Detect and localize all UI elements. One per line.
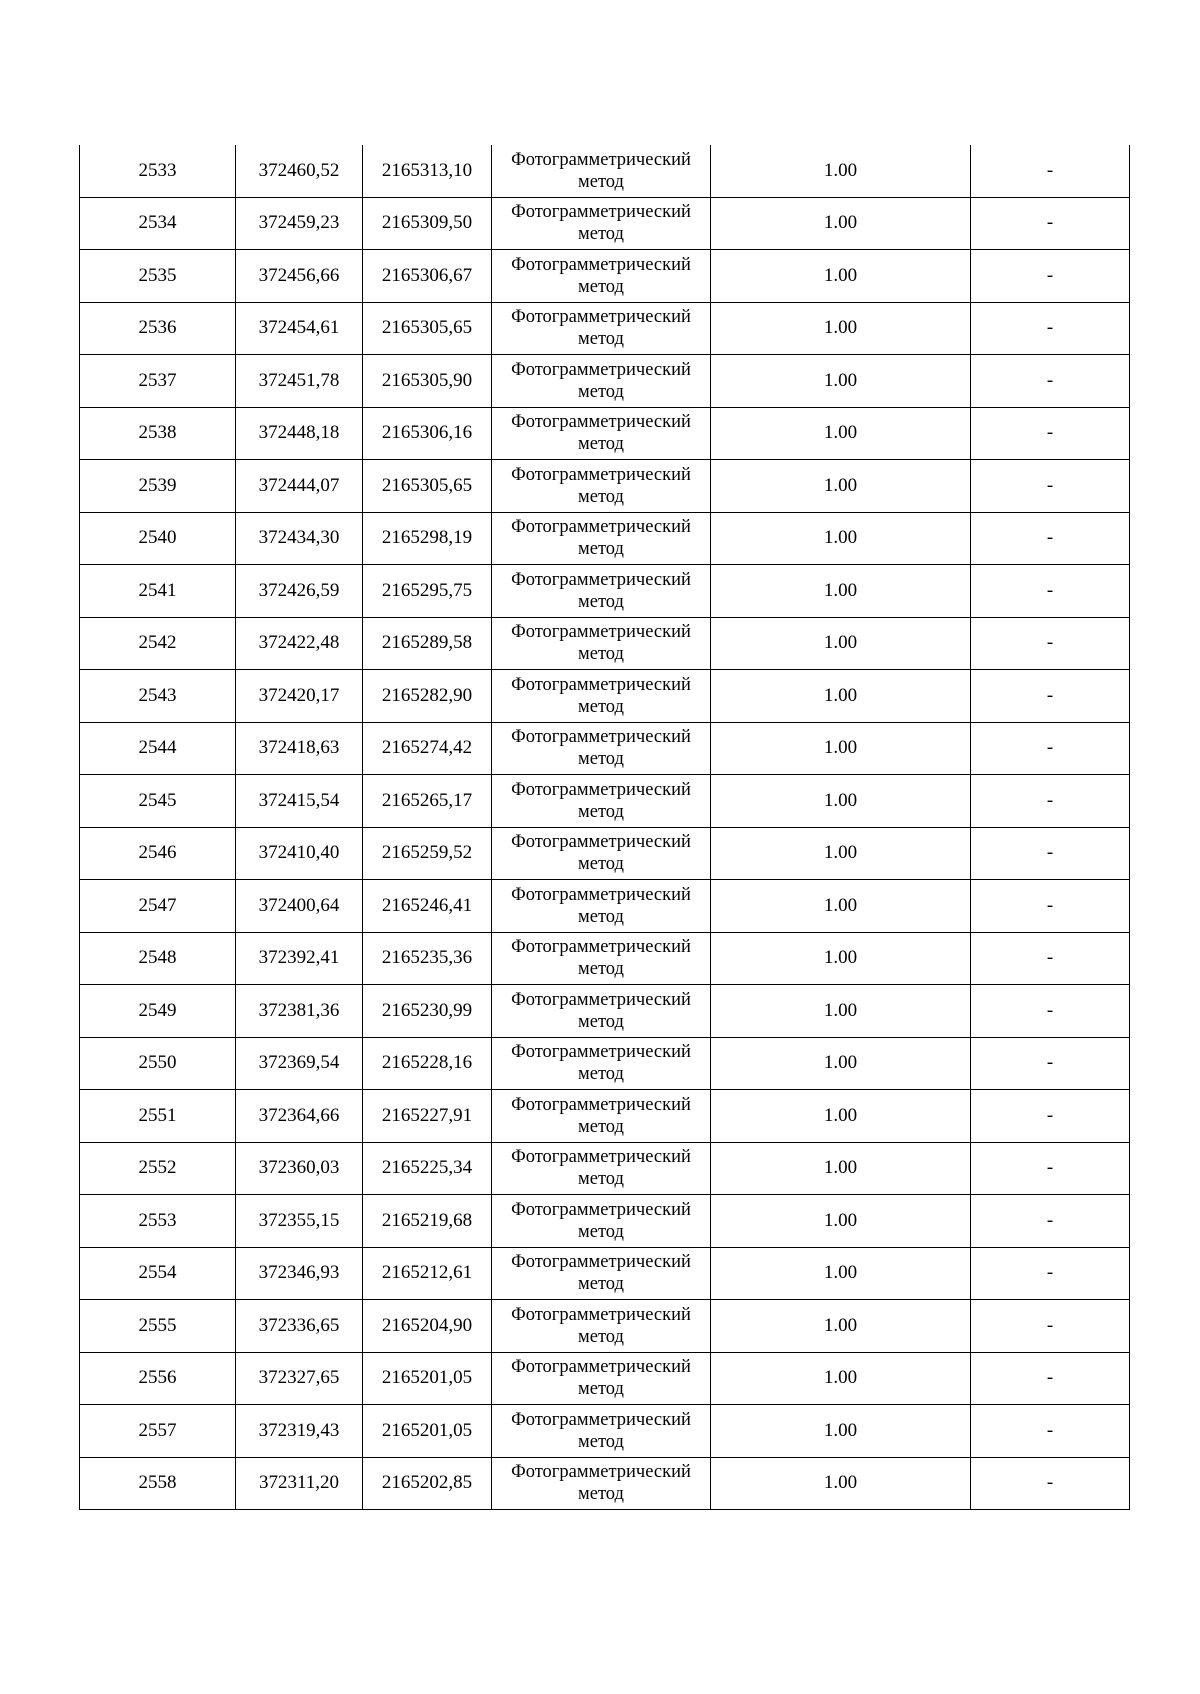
table-row xyxy=(80,1405,1130,1458)
y-coordinate-cell: 2165202,85 xyxy=(363,1457,492,1510)
accuracy-cell: 1.00 xyxy=(711,512,971,565)
point-number-cell: 2558 xyxy=(80,1457,236,1510)
method-line-1: Фотограмметрический xyxy=(511,1094,691,1115)
note-cell: - xyxy=(971,565,1130,618)
table-row xyxy=(80,565,1130,618)
accuracy-cell: 1.00 xyxy=(711,145,971,197)
method-cell xyxy=(492,617,711,670)
x-coordinate-cell: 372381,36 xyxy=(236,985,363,1038)
method-line-2: метод xyxy=(578,381,624,402)
method-line-1: Фотограмметрический xyxy=(511,1252,691,1273)
table-row xyxy=(80,145,1130,197)
table-row xyxy=(80,722,1130,775)
accuracy-cell: 1.00 xyxy=(711,827,971,880)
method-line-1: Фотограмметрический xyxy=(511,1462,691,1483)
x-coordinate-cell: 372454,61 xyxy=(236,302,363,355)
method-cell xyxy=(492,355,711,408)
method-line-2: метод xyxy=(578,1274,624,1295)
method-line-2: метод xyxy=(578,1379,624,1400)
method-line-1: Фотограмметрический xyxy=(511,254,691,275)
method-line-2: метод xyxy=(578,1484,624,1505)
method-cell xyxy=(492,775,711,828)
x-coordinate-cell: 372369,54 xyxy=(236,1037,363,1090)
note-cell: - xyxy=(971,670,1130,723)
note-cell: - xyxy=(971,250,1130,303)
note-cell: - xyxy=(971,1195,1130,1248)
point-number-cell: 2536 xyxy=(80,302,236,355)
method-cell xyxy=(492,932,711,985)
x-coordinate-cell: 372444,07 xyxy=(236,460,363,513)
y-coordinate-cell: 2165259,52 xyxy=(363,827,492,880)
method-cell xyxy=(492,827,711,880)
method-line-1: Фотограмметрический xyxy=(511,727,691,748)
point-number-cell: 2542 xyxy=(80,617,236,670)
table-row xyxy=(80,1195,1130,1248)
accuracy-cell: 1.00 xyxy=(711,355,971,408)
accuracy-cell: 1.00 xyxy=(711,775,971,828)
y-coordinate-cell: 2165201,05 xyxy=(363,1352,492,1405)
note-cell: - xyxy=(971,512,1130,565)
method-cell xyxy=(492,197,711,250)
point-number-cell: 2537 xyxy=(80,355,236,408)
method-line-1: Фотограмметрический xyxy=(511,1409,691,1430)
method-line-2: метод xyxy=(578,696,624,717)
y-coordinate-cell: 2165309,50 xyxy=(363,197,492,250)
point-number-cell: 2555 xyxy=(80,1300,236,1353)
table-row xyxy=(80,775,1130,828)
method-line-1: Фотограмметрический xyxy=(511,464,691,485)
method-line-1: Фотограмметрический xyxy=(511,674,691,695)
note-cell: - xyxy=(971,932,1130,985)
y-coordinate-cell: 2165227,91 xyxy=(363,1090,492,1143)
method-line-1: Фотограмметрический xyxy=(511,412,691,433)
point-number-cell: 2551 xyxy=(80,1090,236,1143)
point-number-cell: 2539 xyxy=(80,460,236,513)
table-row xyxy=(80,827,1130,880)
y-coordinate-cell: 2165289,58 xyxy=(363,617,492,670)
point-number-cell: 2554 xyxy=(80,1247,236,1300)
x-coordinate-cell: 372355,15 xyxy=(236,1195,363,1248)
y-coordinate-cell: 2165313,10 xyxy=(363,145,492,197)
method-line-2: метод xyxy=(578,276,624,297)
accuracy-cell: 1.00 xyxy=(711,1352,971,1405)
accuracy-cell: 1.00 xyxy=(711,617,971,670)
point-number-cell: 2549 xyxy=(80,985,236,1038)
point-number-cell: 2540 xyxy=(80,512,236,565)
table-row xyxy=(80,1300,1130,1353)
method-line-1: Фотограмметрический xyxy=(511,1147,691,1168)
x-coordinate-cell: 372434,30 xyxy=(236,512,363,565)
method-cell xyxy=(492,1037,711,1090)
note-cell: - xyxy=(971,880,1130,933)
method-line-1: Фотограмметрический xyxy=(511,569,691,590)
method-cell xyxy=(492,1247,711,1300)
point-number-cell: 2550 xyxy=(80,1037,236,1090)
x-coordinate-cell: 372448,18 xyxy=(236,407,363,460)
table-row xyxy=(80,617,1130,670)
y-coordinate-cell: 2165235,36 xyxy=(363,932,492,985)
method-cell xyxy=(492,880,711,933)
method-cell xyxy=(492,1405,711,1458)
table-row xyxy=(80,302,1130,355)
x-coordinate-cell: 372415,54 xyxy=(236,775,363,828)
x-coordinate-cell: 372426,59 xyxy=(236,565,363,618)
method-line-2: метод xyxy=(578,591,624,612)
method-line-1: Фотограмметрический xyxy=(511,307,691,328)
y-coordinate-cell: 2165228,16 xyxy=(363,1037,492,1090)
method-line-2: метод xyxy=(578,854,624,875)
table-row xyxy=(80,250,1130,303)
method-line-2: метод xyxy=(578,1011,624,1032)
method-line-1: Фотограмметрический xyxy=(511,779,691,800)
x-coordinate-cell: 372422,48 xyxy=(236,617,363,670)
method-cell xyxy=(492,512,711,565)
y-coordinate-cell: 2165212,61 xyxy=(363,1247,492,1300)
accuracy-cell: 1.00 xyxy=(711,197,971,250)
method-line-2: метод xyxy=(578,1064,624,1085)
method-line-1: Фотограмметрический xyxy=(511,1042,691,1063)
table-row xyxy=(80,1457,1130,1510)
note-cell: - xyxy=(971,1352,1130,1405)
note-cell: - xyxy=(971,1457,1130,1510)
x-coordinate-cell: 372459,23 xyxy=(236,197,363,250)
table-row xyxy=(80,1142,1130,1195)
x-coordinate-cell: 372400,64 xyxy=(236,880,363,933)
table-row xyxy=(80,355,1130,408)
x-coordinate-cell: 372392,41 xyxy=(236,932,363,985)
coordinates-table xyxy=(79,145,1130,1510)
y-coordinate-cell: 2165306,67 xyxy=(363,250,492,303)
note-cell: - xyxy=(971,145,1130,197)
y-coordinate-cell: 2165298,19 xyxy=(363,512,492,565)
table-row xyxy=(80,197,1130,250)
method-line-1: Фотограмметрический xyxy=(511,1357,691,1378)
note-cell: - xyxy=(971,775,1130,828)
method-line-1: Фотограмметрический xyxy=(511,202,691,223)
point-number-cell: 2557 xyxy=(80,1405,236,1458)
x-coordinate-cell: 372410,40 xyxy=(236,827,363,880)
method-line-2: метод xyxy=(578,171,624,192)
table-row xyxy=(80,1090,1130,1143)
method-cell xyxy=(492,1142,711,1195)
note-cell: - xyxy=(971,197,1130,250)
method-cell xyxy=(492,1195,711,1248)
note-cell: - xyxy=(971,1090,1130,1143)
accuracy-cell: 1.00 xyxy=(711,932,971,985)
table-row xyxy=(80,932,1130,985)
note-cell: - xyxy=(971,985,1130,1038)
method-line-2: метод xyxy=(578,644,624,665)
method-line-1: Фотограмметрический xyxy=(511,622,691,643)
method-line-2: метод xyxy=(578,1221,624,1242)
accuracy-cell: 1.00 xyxy=(711,670,971,723)
x-coordinate-cell: 372418,63 xyxy=(236,722,363,775)
method-cell xyxy=(492,722,711,775)
note-cell: - xyxy=(971,1142,1130,1195)
table-row xyxy=(80,460,1130,513)
note-cell: - xyxy=(971,1247,1130,1300)
method-cell xyxy=(492,250,711,303)
accuracy-cell: 1.00 xyxy=(711,460,971,513)
table-body xyxy=(80,145,1130,1510)
accuracy-cell: 1.00 xyxy=(711,985,971,1038)
method-line-2: метод xyxy=(578,1169,624,1190)
point-number-cell: 2534 xyxy=(80,197,236,250)
accuracy-cell: 1.00 xyxy=(711,1405,971,1458)
x-coordinate-cell: 372456,66 xyxy=(236,250,363,303)
note-cell: - xyxy=(971,407,1130,460)
accuracy-cell: 1.00 xyxy=(711,1090,971,1143)
point-number-cell: 2538 xyxy=(80,407,236,460)
accuracy-cell: 1.00 xyxy=(711,1037,971,1090)
method-line-2: метод xyxy=(578,1116,624,1137)
point-number-cell: 2547 xyxy=(80,880,236,933)
method-cell xyxy=(492,670,711,723)
x-coordinate-cell: 372360,03 xyxy=(236,1142,363,1195)
method-cell xyxy=(492,460,711,513)
x-coordinate-cell: 372460,52 xyxy=(236,145,363,197)
point-number-cell: 2541 xyxy=(80,565,236,618)
method-line-2: метод xyxy=(578,434,624,455)
y-coordinate-cell: 2165305,65 xyxy=(363,460,492,513)
y-coordinate-cell: 2165201,05 xyxy=(363,1405,492,1458)
accuracy-cell: 1.00 xyxy=(711,1247,971,1300)
x-coordinate-cell: 372319,43 xyxy=(236,1405,363,1458)
method-cell xyxy=(492,565,711,618)
y-coordinate-cell: 2165204,90 xyxy=(363,1300,492,1353)
point-number-cell: 2553 xyxy=(80,1195,236,1248)
method-line-2: метод xyxy=(578,224,624,245)
x-coordinate-cell: 372364,66 xyxy=(236,1090,363,1143)
method-line-2: метод xyxy=(578,801,624,822)
y-coordinate-cell: 2165274,42 xyxy=(363,722,492,775)
table-row xyxy=(80,670,1130,723)
x-coordinate-cell: 372311,20 xyxy=(236,1457,363,1510)
y-coordinate-cell: 2165246,41 xyxy=(363,880,492,933)
note-cell: - xyxy=(971,617,1130,670)
point-number-cell: 2543 xyxy=(80,670,236,723)
y-coordinate-cell: 2165225,34 xyxy=(363,1142,492,1195)
y-coordinate-cell: 2165219,68 xyxy=(363,1195,492,1248)
y-coordinate-cell: 2165265,17 xyxy=(363,775,492,828)
accuracy-cell: 1.00 xyxy=(711,1300,971,1353)
y-coordinate-cell: 2165306,16 xyxy=(363,407,492,460)
x-coordinate-cell: 372336,65 xyxy=(236,1300,363,1353)
method-line-1: Фотограмметрический xyxy=(511,149,691,170)
point-number-cell: 2544 xyxy=(80,722,236,775)
point-number-cell: 2556 xyxy=(80,1352,236,1405)
method-line-2: метод xyxy=(578,1431,624,1452)
accuracy-cell: 1.00 xyxy=(711,250,971,303)
method-line-2: метод xyxy=(578,959,624,980)
table-row xyxy=(80,1352,1130,1405)
x-coordinate-cell: 372451,78 xyxy=(236,355,363,408)
y-coordinate-cell: 2165230,99 xyxy=(363,985,492,1038)
method-cell xyxy=(492,985,711,1038)
table-row xyxy=(80,1247,1130,1300)
table-row xyxy=(80,512,1130,565)
note-cell: - xyxy=(971,722,1130,775)
method-line-2: метод xyxy=(578,329,624,350)
note-cell: - xyxy=(971,302,1130,355)
method-line-2: метод xyxy=(578,749,624,770)
method-line-1: Фотограмметрический xyxy=(511,884,691,905)
table-row xyxy=(80,880,1130,933)
method-line-1: Фотограмметрический xyxy=(511,832,691,853)
method-cell xyxy=(492,1457,711,1510)
point-number-cell: 2548 xyxy=(80,932,236,985)
x-coordinate-cell: 372420,17 xyxy=(236,670,363,723)
method-cell xyxy=(492,407,711,460)
method-line-1: Фотограмметрический xyxy=(511,989,691,1010)
method-cell xyxy=(492,1090,711,1143)
accuracy-cell: 1.00 xyxy=(711,565,971,618)
accuracy-cell: 1.00 xyxy=(711,1195,971,1248)
note-cell: - xyxy=(971,1300,1130,1353)
method-line-1: Фотограмметрический xyxy=(511,517,691,538)
method-cell xyxy=(492,302,711,355)
y-coordinate-cell: 2165305,90 xyxy=(363,355,492,408)
method-line-2: метод xyxy=(578,1326,624,1347)
method-line-1: Фотограмметрический xyxy=(511,1304,691,1325)
method-line-1: Фотограмметрический xyxy=(511,937,691,958)
method-line-2: метод xyxy=(578,486,624,507)
accuracy-cell: 1.00 xyxy=(711,722,971,775)
point-number-cell: 2546 xyxy=(80,827,236,880)
note-cell: - xyxy=(971,1405,1130,1458)
method-cell xyxy=(492,1300,711,1353)
note-cell: - xyxy=(971,827,1130,880)
note-cell: - xyxy=(971,355,1130,408)
method-line-1: Фотограмметрический xyxy=(511,359,691,380)
method-cell xyxy=(492,145,711,197)
y-coordinate-cell: 2165282,90 xyxy=(363,670,492,723)
y-coordinate-cell: 2165295,75 xyxy=(363,565,492,618)
x-coordinate-cell: 372346,93 xyxy=(236,1247,363,1300)
y-coordinate-cell: 2165305,65 xyxy=(363,302,492,355)
method-line-2: метод xyxy=(578,539,624,560)
note-cell: - xyxy=(971,460,1130,513)
accuracy-cell: 1.00 xyxy=(711,1457,971,1510)
accuracy-cell: 1.00 xyxy=(711,302,971,355)
point-number-cell: 2552 xyxy=(80,1142,236,1195)
point-number-cell: 2535 xyxy=(80,250,236,303)
accuracy-cell: 1.00 xyxy=(711,1142,971,1195)
x-coordinate-cell: 372327,65 xyxy=(236,1352,363,1405)
table-row xyxy=(80,1037,1130,1090)
table-row xyxy=(80,985,1130,1038)
method-cell xyxy=(492,1352,711,1405)
accuracy-cell: 1.00 xyxy=(711,880,971,933)
point-number-cell: 2545 xyxy=(80,775,236,828)
method-line-2: метод xyxy=(578,906,624,927)
table-row xyxy=(80,407,1130,460)
point-number-cell: 2533 xyxy=(80,145,236,197)
accuracy-cell: 1.00 xyxy=(711,407,971,460)
note-cell: - xyxy=(971,1037,1130,1090)
method-line-1: Фотограмметрический xyxy=(511,1199,691,1220)
